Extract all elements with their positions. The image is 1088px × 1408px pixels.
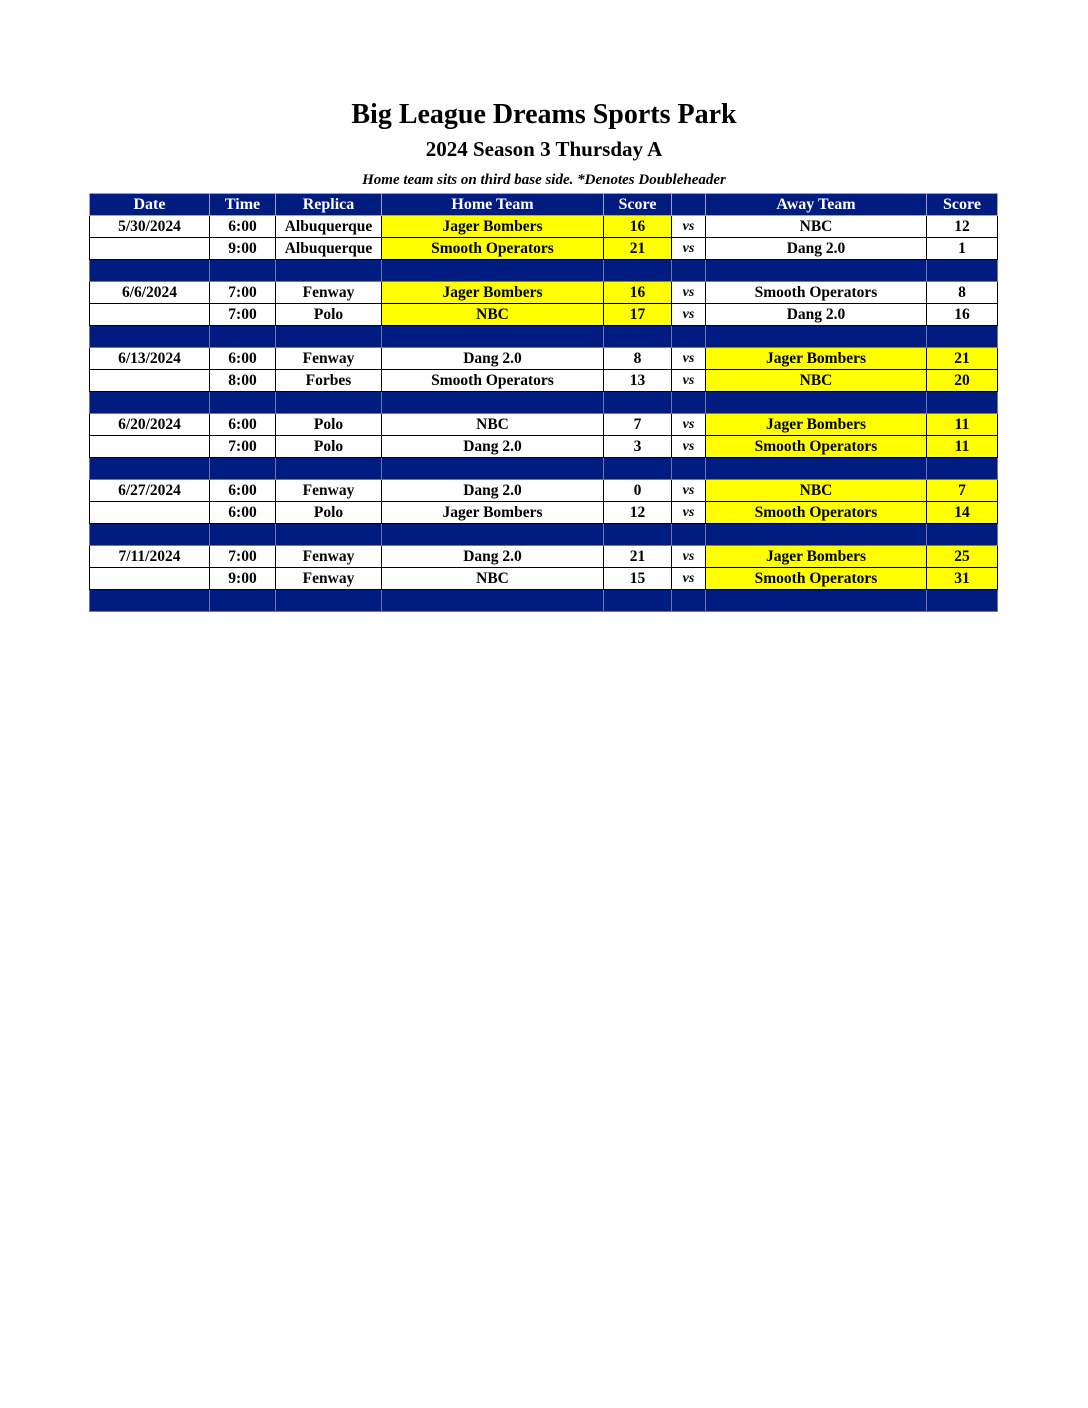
separator-cell	[672, 392, 706, 414]
game-row	[90, 414, 998, 436]
home-score: 0	[604, 480, 672, 502]
separator-cell	[706, 392, 927, 414]
separator-cell	[927, 392, 998, 414]
separator-cell	[382, 524, 604, 546]
separator-cell	[706, 458, 927, 480]
home-score: 21	[604, 238, 672, 260]
home-team: Dang 2.0	[382, 348, 604, 370]
schedule-note: Home team sits on third base side. *Denotes Doubleheader	[362, 172, 726, 188]
separator-cell	[210, 392, 276, 414]
week-separator-row	[90, 326, 998, 348]
vs-label: vs	[672, 216, 706, 238]
away-score: 20	[927, 370, 998, 392]
separator-cell	[927, 326, 998, 348]
game-time: 6:00	[210, 348, 276, 370]
separator-cell	[672, 458, 706, 480]
separator-cell	[706, 260, 927, 282]
vs-label: vs	[672, 480, 706, 502]
vs-label: vs	[672, 502, 706, 524]
home-team: Smooth Operators	[382, 370, 604, 392]
week-separator-row	[90, 458, 998, 480]
header-home-team: Home Team	[382, 194, 604, 216]
game-time: 7:00	[210, 436, 276, 458]
header-replica: Replica	[276, 194, 382, 216]
home-team: Dang 2.0	[382, 546, 604, 568]
header-away-team: Away Team	[706, 194, 927, 216]
game-time: 8:00	[210, 370, 276, 392]
separator-cell	[382, 590, 604, 612]
away-score: 11	[927, 436, 998, 458]
separator-cell	[276, 590, 382, 612]
away-team: NBC	[706, 370, 927, 392]
away-team: Smooth Operators	[706, 282, 927, 304]
vs-label: vs	[672, 304, 706, 326]
vs-label: vs	[672, 414, 706, 436]
game-row	[90, 568, 998, 590]
header-away-score: Score	[927, 194, 998, 216]
away-team: Dang 2.0	[706, 238, 927, 260]
game-date: 5/30/2024	[90, 216, 210, 238]
separator-cell	[210, 458, 276, 480]
game-replica-field: Fenway	[276, 348, 382, 370]
home-score: 16	[604, 282, 672, 304]
separator-cell	[276, 392, 382, 414]
separator-cell	[604, 260, 672, 282]
separator-cell	[927, 524, 998, 546]
vs-label: vs	[672, 546, 706, 568]
separator-cell	[210, 524, 276, 546]
game-row	[90, 238, 998, 260]
away-team: Smooth Operators	[706, 436, 927, 458]
home-team: Jager Bombers	[382, 282, 604, 304]
game-time: 6:00	[210, 216, 276, 238]
separator-cell	[276, 458, 382, 480]
game-row	[90, 304, 998, 326]
home-team: Jager Bombers	[382, 502, 604, 524]
vs-label: vs	[672, 348, 706, 370]
game-date	[90, 370, 210, 392]
game-row	[90, 216, 998, 238]
away-team: Jager Bombers	[706, 414, 927, 436]
home-score: 3	[604, 436, 672, 458]
separator-cell	[382, 392, 604, 414]
away-team: Smooth Operators	[706, 502, 927, 524]
home-score: 13	[604, 370, 672, 392]
away-score: 8	[927, 282, 998, 304]
game-replica-field: Albuquerque	[276, 216, 382, 238]
separator-cell	[382, 458, 604, 480]
schedule-table	[89, 193, 998, 612]
separator-cell	[210, 260, 276, 282]
separator-cell	[672, 326, 706, 348]
separator-cell	[927, 260, 998, 282]
game-date	[90, 568, 210, 590]
game-date	[90, 502, 210, 524]
separator-cell	[210, 590, 276, 612]
header-time: Time	[210, 194, 276, 216]
game-time: 7:00	[210, 546, 276, 568]
separator-cell	[706, 590, 927, 612]
separator-cell	[90, 392, 210, 414]
away-team: Dang 2.0	[706, 304, 927, 326]
game-replica-field: Fenway	[276, 568, 382, 590]
game-replica-field: Fenway	[276, 546, 382, 568]
week-separator-row	[90, 260, 998, 282]
game-row	[90, 348, 998, 370]
home-team: Dang 2.0	[382, 480, 604, 502]
away-team: Jager Bombers	[706, 348, 927, 370]
away-score: 31	[927, 568, 998, 590]
vs-label: vs	[672, 370, 706, 392]
game-replica-field: Polo	[276, 502, 382, 524]
home-team: Jager Bombers	[382, 216, 604, 238]
game-replica-field: Polo	[276, 436, 382, 458]
header-row	[90, 194, 998, 216]
away-score: 12	[927, 216, 998, 238]
page-title: Big League Dreams Sports Park	[351, 99, 737, 130]
game-date: 6/13/2024	[90, 348, 210, 370]
separator-cell	[210, 326, 276, 348]
game-row	[90, 282, 998, 304]
home-score: 21	[604, 546, 672, 568]
separator-cell	[706, 524, 927, 546]
home-score: 7	[604, 414, 672, 436]
game-replica-field: Albuquerque	[276, 238, 382, 260]
separator-cell	[276, 524, 382, 546]
away-team: NBC	[706, 216, 927, 238]
game-time: 6:00	[210, 414, 276, 436]
vs-label: vs	[672, 436, 706, 458]
away-team: Jager Bombers	[706, 546, 927, 568]
separator-cell	[90, 458, 210, 480]
home-score: 17	[604, 304, 672, 326]
away-score: 14	[927, 502, 998, 524]
game-date: 6/6/2024	[90, 282, 210, 304]
game-date	[90, 436, 210, 458]
week-separator-row	[90, 392, 998, 414]
separator-cell	[604, 326, 672, 348]
separator-cell	[927, 590, 998, 612]
game-date: 7/11/2024	[90, 546, 210, 568]
game-replica-field: Forbes	[276, 370, 382, 392]
game-date: 6/20/2024	[90, 414, 210, 436]
separator-cell	[604, 392, 672, 414]
season-subtitle: 2024 Season 3 Thursday A	[425, 137, 663, 161]
separator-cell	[90, 524, 210, 546]
separator-cell	[672, 260, 706, 282]
home-team: Smooth Operators	[382, 238, 604, 260]
game-replica-field: Polo	[276, 414, 382, 436]
game-time: 7:00	[210, 282, 276, 304]
separator-cell	[90, 590, 210, 612]
separator-cell	[382, 326, 604, 348]
game-time: 6:00	[210, 502, 276, 524]
away-score: 1	[927, 238, 998, 260]
game-row	[90, 502, 998, 524]
away-score: 16	[927, 304, 998, 326]
game-replica-field: Fenway	[276, 282, 382, 304]
game-time: 6:00	[210, 480, 276, 502]
separator-cell	[90, 260, 210, 282]
schedule-body	[90, 216, 998, 612]
game-date: 6/27/2024	[90, 480, 210, 502]
game-row	[90, 480, 998, 502]
away-team: Smooth Operators	[706, 568, 927, 590]
game-date	[90, 304, 210, 326]
home-team: NBC	[382, 414, 604, 436]
separator-cell	[927, 458, 998, 480]
vs-label: vs	[672, 238, 706, 260]
week-separator-row	[90, 590, 998, 612]
separator-cell	[672, 524, 706, 546]
away-score: 11	[927, 414, 998, 436]
home-team: Dang 2.0	[382, 436, 604, 458]
vs-label: vs	[672, 282, 706, 304]
home-score: 8	[604, 348, 672, 370]
separator-cell	[90, 326, 210, 348]
game-time: 9:00	[210, 568, 276, 590]
away-score: 21	[927, 348, 998, 370]
game-row	[90, 370, 998, 392]
home-score: 16	[604, 216, 672, 238]
home-score: 15	[604, 568, 672, 590]
away-score: 7	[927, 480, 998, 502]
game-row	[90, 546, 998, 568]
separator-cell	[672, 590, 706, 612]
game-replica-field: Polo	[276, 304, 382, 326]
vs-label: vs	[672, 568, 706, 590]
separator-cell	[382, 260, 604, 282]
separator-cell	[276, 260, 382, 282]
home-team: NBC	[382, 568, 604, 590]
game-date	[90, 238, 210, 260]
game-row	[90, 436, 998, 458]
separator-cell	[604, 458, 672, 480]
away-team: NBC	[706, 480, 927, 502]
separator-cell	[706, 326, 927, 348]
header-date: Date	[90, 194, 210, 216]
game-replica-field: Fenway	[276, 480, 382, 502]
game-time: 7:00	[210, 304, 276, 326]
separator-cell	[604, 524, 672, 546]
home-score: 12	[604, 502, 672, 524]
header-home-score: Score	[604, 194, 672, 216]
separator-cell	[276, 326, 382, 348]
week-separator-row	[90, 524, 998, 546]
home-team: NBC	[382, 304, 604, 326]
separator-cell	[604, 590, 672, 612]
header-vs	[672, 194, 706, 216]
away-score: 25	[927, 546, 998, 568]
game-time: 9:00	[210, 238, 276, 260]
